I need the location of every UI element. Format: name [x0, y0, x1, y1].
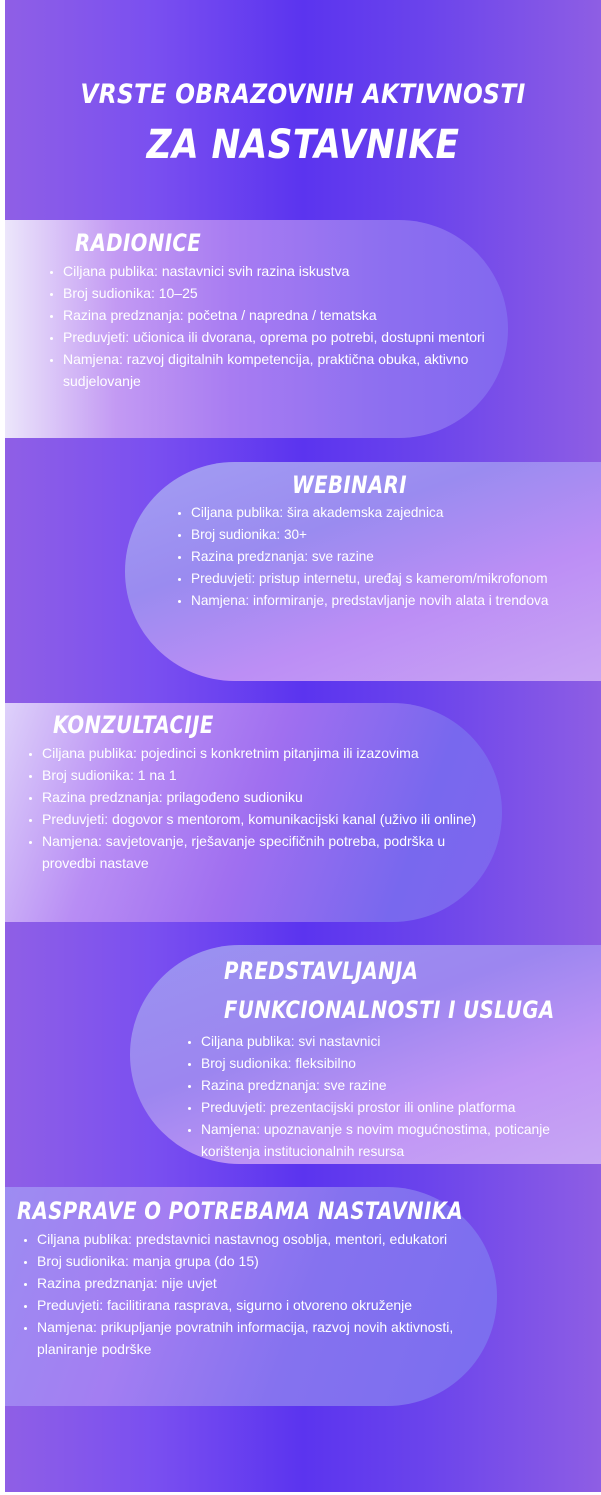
list-item: • Preduvjeti: facilitirana rasprava, sigurno i otvoreno okruženje — [37, 1294, 457, 1316]
card-title: RADIONICE — [75, 229, 202, 257]
card-list — [171, 502, 601, 612]
list-item: • Namjena: prikupljanje povratnih informacija, razvoj novih aktivnosti, planiranje podrške — [37, 1316, 457, 1360]
card-title: RASPRAVE O POTREBAMA NASTAVNIKA — [17, 1197, 464, 1225]
card-webinari — [125, 462, 601, 681]
card-konzultacije — [5, 703, 502, 922]
list-item: • Razina predznanja: početna / napredna / tematska — [63, 304, 508, 326]
list-item: • Ciljana publika: nastavnici svih razina iskustva — [63, 260, 508, 282]
card-list — [17, 1228, 457, 1360]
list-item: • Razina predznanja: nije uvjet — [37, 1272, 457, 1294]
card-rasprave — [5, 1187, 497, 1406]
card-title: WEBINARI — [292, 471, 407, 499]
list-item: • Broj sudionika: 30+ — [191, 524, 601, 546]
page-title-line2: ZA NASTAVNIKE — [146, 122, 460, 168]
list-item: • Broj sudionika: fleksibilno — [201, 1053, 601, 1075]
list-item: • Broj sudionika: 10–25 — [63, 282, 508, 304]
list-item: • Broj sudionika: manja grupa (do 15) — [37, 1250, 457, 1272]
card-title-line1: PREDSTAVLJANJA — [224, 957, 419, 985]
card-radionice — [5, 220, 508, 438]
list-item: • Preduvjeti: pristup internetu, uređaj s kamerom/mikrofonom — [191, 568, 601, 590]
list-item: • Namjena: razvoj digitalnih kompetencija, praktična obuka, aktivno sudjelovanje — [63, 348, 508, 392]
list-item: • Broj sudionika: 1 na 1 — [42, 764, 502, 786]
list-item: • Preduvjeti: dogovor s mentorom, komunikacijski kanal (uživo ili online) — [42, 808, 502, 830]
list-item: • Preduvjeti: učionica ili dvorana, oprema po potrebi, dostupni mentori — [63, 326, 508, 348]
list-item: • Ciljana publika: šira akademska zajednica — [191, 502, 601, 524]
infographic-page — [5, 0, 601, 1492]
card-title-line2: FUNKCIONALNOSTI I USLUGA — [224, 996, 555, 1024]
page-title-line1: VRSTE OBRAZOVNIH AKTIVNOSTI — [80, 79, 526, 110]
card-title: KONZULTACIJE — [53, 711, 214, 739]
list-item: • Ciljana publika: predstavnici nastavnog osoblja, mentori, edukatori — [37, 1228, 457, 1250]
card-list — [43, 260, 508, 392]
list-item: • Namjena: upoznavanje s novim mogućnostima, poticanje korištenja institucionalnih resursa — [201, 1119, 601, 1163]
list-item: • Ciljana publika: svi nastavnici — [201, 1031, 601, 1053]
list-item: • Razina predznanja: sve razine — [201, 1075, 601, 1097]
card-predstavljanja — [130, 945, 601, 1164]
card-list — [181, 1031, 601, 1163]
list-item: • Ciljana publika: pojedinci s konkretnim pitanjima ili izazovima — [42, 742, 502, 764]
list-item: • Razina predznanja: sve razine — [191, 546, 601, 568]
list-item: • Namjena: savjetovanje, rješavanje specifičnih potreba, podrška u provedbi nastave — [42, 830, 502, 874]
list-item: • Namjena: informiranje, predstavljanje novih alata i trendova — [191, 590, 601, 612]
card-list — [22, 742, 502, 874]
list-item: • Razina predznanja: prilagođeno sudioniku — [42, 786, 502, 808]
list-item: • Preduvjeti: prezentacijski prostor ili online platforma — [201, 1097, 601, 1119]
